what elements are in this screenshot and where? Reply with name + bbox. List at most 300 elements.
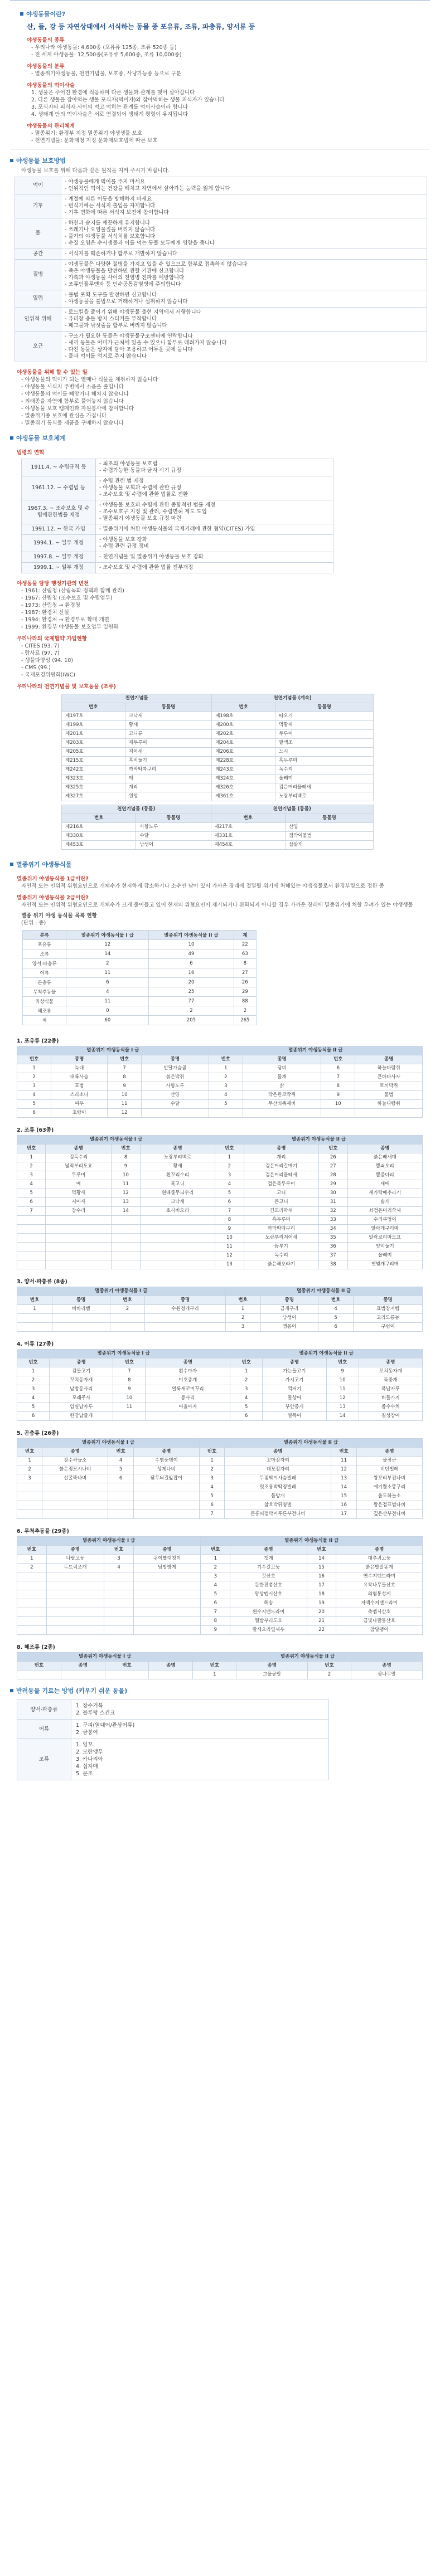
text-block bbox=[10, 70, 430, 77]
text-line: - 멸종위기: 환경부 지정 멸종위기 야생생물 보호 bbox=[31, 130, 143, 137]
column-header: 종명 bbox=[145, 1296, 225, 1305]
table-cell: 13 bbox=[331, 1474, 356, 1483]
column-header: 종명 bbox=[46, 1145, 112, 1153]
table-cell: 63 bbox=[234, 949, 256, 959]
table-group-row bbox=[17, 1046, 423, 1055]
table-cell: 여우 bbox=[51, 1100, 108, 1109]
column-header: 번호 bbox=[62, 814, 136, 823]
cell-line: - 기후 변화에 따른 서식지 보전에 참여합니다 bbox=[65, 210, 169, 216]
table-cell: 36 bbox=[319, 1243, 347, 1252]
table-head-row bbox=[17, 1662, 423, 1671]
text-line: - 생물다양성 (94. 10) bbox=[21, 658, 73, 664]
table-cell bbox=[112, 1252, 140, 1260]
table-cell: 부안종개 bbox=[263, 1403, 326, 1412]
table-cell: 3 bbox=[104, 1555, 134, 1564]
table-cell: 10 bbox=[326, 1376, 359, 1385]
table-cell: 12 bbox=[215, 1252, 244, 1260]
table-cell bbox=[17, 1234, 46, 1243]
sub-title: 야생동물의 종류 bbox=[27, 37, 65, 43]
table-group-left: 천연기념물 bbox=[62, 694, 212, 703]
text-line: 3. 포식자와 피식자 사이의 먹고 먹히는 관계를 먹이사슬이라 합니다 bbox=[31, 104, 188, 110]
table-cell: 5 bbox=[209, 1100, 243, 1109]
column-header: 종명 bbox=[354, 1296, 423, 1305]
table-cell: 칼세오리옆새우 bbox=[230, 1626, 307, 1635]
table-head-row bbox=[17, 1358, 423, 1367]
table-cell bbox=[17, 1501, 42, 1510]
table-cell: 묵납자루 bbox=[359, 1385, 422, 1394]
table-cell: 12 bbox=[326, 1394, 359, 1403]
table-cell bbox=[46, 1572, 104, 1581]
table-cell: 제361호 bbox=[212, 792, 275, 801]
row-label: 먹이 bbox=[15, 177, 61, 194]
history-year: 1961.12. ~ 수렵법 등 bbox=[22, 476, 96, 500]
table-row bbox=[17, 1198, 423, 1207]
table-row bbox=[17, 1091, 423, 1100]
bullet-icon bbox=[10, 436, 13, 440]
table-row bbox=[17, 1153, 423, 1162]
table-cell: 좀수수치 bbox=[359, 1403, 422, 1412]
table-cell: 2 bbox=[110, 1305, 145, 1314]
table-row bbox=[17, 1216, 423, 1225]
table-cell bbox=[112, 1243, 140, 1252]
table-cell bbox=[112, 1260, 140, 1269]
table-cell: 표범장지뱀 bbox=[354, 1305, 423, 1314]
table-cell bbox=[17, 1243, 46, 1252]
table-cell: 기수갈고둥 bbox=[230, 1564, 307, 1572]
column-header: 번호 bbox=[193, 1662, 236, 1671]
column-header: 번호 bbox=[17, 1145, 46, 1153]
table-cell: 사향노루 bbox=[142, 1082, 209, 1091]
cell-line: - 멸종위기에 처한 야생동식물의 국제거래에 관한 협약(CITES) 가입 bbox=[99, 526, 255, 532]
row-label: 밀렵 bbox=[15, 290, 61, 308]
table-cell: 9 bbox=[107, 1082, 141, 1091]
table-cell: 6 bbox=[66, 978, 149, 987]
table-cell: 뜸부기 bbox=[244, 1243, 318, 1252]
table-cell: 제327호 bbox=[62, 792, 125, 801]
table-cell: 17 bbox=[307, 1581, 336, 1590]
table-cell: 어류 bbox=[23, 968, 66, 978]
table-cell: 11 bbox=[112, 1180, 140, 1189]
text-line: - 야생동물 서식지 주변에서 소음을 줄입니다 bbox=[21, 384, 124, 390]
table-row bbox=[17, 1599, 423, 1608]
table-cell: 265 bbox=[234, 1016, 256, 1025]
table-cell: 뿔종다리 bbox=[347, 1171, 422, 1180]
column-header: 번호 bbox=[331, 1448, 356, 1457]
table-cell bbox=[142, 1109, 209, 1118]
table-cell: 스라소니 bbox=[51, 1091, 108, 1100]
table-cell: 알락개구리매 bbox=[347, 1225, 422, 1234]
column-header: 번호 bbox=[113, 1358, 146, 1367]
table-cell: 3 bbox=[230, 1385, 263, 1394]
table-cell: 열목어 bbox=[263, 1412, 326, 1421]
table-cell: 팔색조 bbox=[275, 739, 374, 748]
column-header: 종명 bbox=[263, 1358, 326, 1367]
text-line: - 전 세계 야생동물: 12,500종(포유류 5,600종, 조류 10,000종) bbox=[31, 52, 182, 58]
table-cell bbox=[17, 1252, 46, 1260]
table-cell bbox=[133, 1510, 199, 1519]
column-header: 종명 bbox=[146, 1358, 230, 1367]
table-cell bbox=[52, 1323, 110, 1332]
column-header: 종명 bbox=[52, 1296, 110, 1305]
table-cell: 6 bbox=[149, 959, 234, 968]
row-text bbox=[61, 308, 427, 332]
table-row bbox=[23, 1016, 257, 1025]
column-header: 동물명 bbox=[275, 703, 374, 712]
cell-line: - 수렵 관련 법 제정 bbox=[99, 478, 144, 484]
table-cell: 9 bbox=[201, 1626, 230, 1635]
table-cell bbox=[140, 1216, 215, 1225]
section-title bbox=[0, 427, 440, 445]
table-row bbox=[23, 997, 257, 1006]
column-header: 번호 bbox=[112, 1145, 140, 1153]
table-title-row bbox=[62, 805, 374, 814]
table-row bbox=[17, 1180, 423, 1189]
table-cell: 임실납자루 bbox=[50, 1403, 113, 1412]
table-cell: 제205호 bbox=[62, 748, 125, 757]
table-row bbox=[17, 1207, 423, 1216]
column-header: 종명 bbox=[225, 1448, 331, 1457]
table-cell: 15 bbox=[331, 1492, 356, 1501]
table-cell: 5 bbox=[17, 1189, 46, 1198]
history-text bbox=[96, 563, 333, 573]
table-cell: 11 bbox=[215, 1243, 244, 1252]
table-cell: 제206호 bbox=[212, 748, 275, 757]
table-cell: 솔개 bbox=[347, 1198, 422, 1207]
history-year: 1991.12. ~ 한국 가입 bbox=[22, 524, 96, 535]
column-header: 종명 bbox=[140, 1145, 215, 1153]
table-cell bbox=[146, 1412, 230, 1421]
table-cell: 10 bbox=[321, 1100, 355, 1109]
table-cell: 깃산호 bbox=[230, 1572, 307, 1581]
table-row bbox=[17, 1739, 329, 1780]
table-cell: 남방동사리 bbox=[50, 1385, 113, 1394]
table-cell bbox=[46, 1234, 112, 1243]
text-line: - 1999: 환경부 야생동물 보호업무 일원화 bbox=[21, 624, 119, 630]
table-cell: 제325호 bbox=[62, 783, 125, 792]
history-table bbox=[21, 459, 333, 573]
cell-line: - 수렵가능한 동물과 금지 시기 규정 bbox=[99, 468, 182, 474]
table-row bbox=[17, 1394, 423, 1403]
table-cell: 제204호 bbox=[212, 739, 275, 748]
text-line: - 우리나라 야생동물: 4,600종 (포유류 125종, 조류 520종 등) bbox=[31, 45, 177, 51]
table-cell: 가시고기 bbox=[263, 1376, 326, 1385]
cell-line: 1. 장수거북 bbox=[76, 1703, 103, 1709]
cell-line: - 불법 포획 도구를 발견하면 신고합니다 bbox=[65, 292, 157, 298]
table-cell: 8 bbox=[201, 1617, 230, 1626]
table-row bbox=[22, 459, 333, 476]
table-cell: 4 bbox=[199, 1483, 224, 1492]
table-cell: 12 bbox=[331, 1465, 356, 1474]
table-cell: 1 bbox=[17, 1457, 42, 1465]
table-cell: 8 bbox=[107, 1073, 141, 1082]
table-cell: 2 bbox=[17, 1073, 51, 1082]
definition-text: 자연적 또는 인위적 위협요인으로 개체수가 현저하게 감소하거나 소수만 남아 있어 가까운 장래에 절멸될 위기에 처해있는 야생생물로서 환경부령으로 정한 종 bbox=[21, 883, 384, 889]
table-cell: 수달 bbox=[136, 832, 211, 841]
table-cell: 9 bbox=[326, 1367, 359, 1376]
table-cell: 검은머리물떼새 bbox=[244, 1171, 318, 1180]
table-row bbox=[17, 1581, 423, 1590]
table-row bbox=[23, 1006, 257, 1016]
intro-box bbox=[10, 0, 430, 149]
table-cell: 32 bbox=[319, 1207, 347, 1216]
group-left: 멸종위기 야생동식물 I 급 bbox=[17, 1136, 215, 1145]
column-header: 번호 bbox=[307, 1546, 336, 1555]
table-cell bbox=[17, 1323, 52, 1332]
table-cell bbox=[46, 1243, 112, 1252]
group-left: 멸종위기 야생동식물 I 급 bbox=[17, 1046, 209, 1055]
table-cell: 흰배줄무늬수리 bbox=[140, 1189, 215, 1198]
history-text bbox=[96, 535, 333, 552]
section-title bbox=[0, 1679, 440, 1697]
cell-line: - 하천과 습지를 깨끗하게 유지합니다 bbox=[65, 220, 151, 226]
table-cell: 연수지맨드라미 bbox=[336, 1572, 423, 1581]
protection-table bbox=[14, 177, 427, 362]
column-header: 번호 bbox=[17, 1662, 61, 1671]
table-cell: 육상식물 bbox=[23, 997, 66, 1006]
cell-line: - 죽은 야생동물을 발견하면 관할 기관에 신고합니다 bbox=[65, 268, 185, 274]
column-header: 동물명 bbox=[125, 703, 211, 712]
text-block bbox=[10, 130, 430, 144]
table-row bbox=[62, 748, 374, 757]
table-cell: 4 bbox=[201, 1581, 230, 1590]
table-row bbox=[15, 177, 427, 194]
table-cell: 4 bbox=[230, 1394, 263, 1403]
table-cell: 4 bbox=[17, 1180, 46, 1189]
table-cell: 제326호 bbox=[212, 783, 275, 792]
table-cell: 34 bbox=[319, 1225, 347, 1234]
column-header: 종명 bbox=[347, 1145, 422, 1153]
table-cell: 무산쇠족제비 bbox=[243, 1100, 321, 1109]
column-header: 번호 bbox=[108, 1448, 133, 1457]
column-header: 멸종위기 야생동식물 I 급 bbox=[66, 931, 149, 940]
column-header: 번호 bbox=[212, 703, 275, 712]
table-cell: 16 bbox=[331, 1501, 356, 1510]
cell-line: - 서식지를 훼손하거나 함부로 개발하지 않습니다 bbox=[65, 251, 178, 257]
table-cell: 삼나무말 bbox=[351, 1671, 422, 1679]
table-cell: 6 bbox=[17, 1412, 50, 1421]
sub-title: 야생동물을 위해 할 수 있는 일 bbox=[17, 369, 88, 376]
table-cell: 제453호 bbox=[62, 841, 136, 850]
table-group-row bbox=[17, 1537, 423, 1546]
table-row bbox=[17, 1483, 423, 1492]
table-cell: 20 bbox=[307, 1608, 336, 1617]
table-cell: 흰꼬리수리 bbox=[140, 1171, 215, 1180]
table-cell: 알락꼬리마도요 bbox=[347, 1234, 422, 1243]
table-cell bbox=[17, 1572, 47, 1581]
sub-title: 법령의 연혁 bbox=[17, 450, 45, 456]
table-cell: 퉁사리 bbox=[146, 1394, 230, 1403]
column-header: 번호 bbox=[17, 1055, 51, 1064]
sub-title: 야생동물 담당 행정기관의 변천 bbox=[17, 581, 89, 587]
text-block bbox=[0, 642, 440, 679]
table-row bbox=[17, 1064, 423, 1073]
table-cell: 깊은산부전나비 bbox=[356, 1510, 422, 1519]
monument-table-animals bbox=[61, 805, 374, 850]
table-group-right: 천연기념물 (동물) bbox=[211, 805, 374, 814]
table-cell: 해조류 bbox=[23, 1006, 66, 1016]
table-cell bbox=[17, 1599, 47, 1608]
table-cell: 14 bbox=[66, 949, 149, 959]
table-cell bbox=[140, 1252, 215, 1260]
cell-line: - 조수보호구 지정 및 관리, 수렵면허 제도 도입 bbox=[99, 509, 207, 515]
table-cell: 2 bbox=[17, 1376, 50, 1385]
table-cell: 참달팽이 bbox=[336, 1626, 423, 1635]
row-label: 인위적 위해 bbox=[15, 308, 61, 332]
table-row bbox=[62, 739, 374, 748]
table-cell bbox=[133, 1572, 201, 1581]
table-cell: 금개구리 bbox=[260, 1305, 318, 1314]
table-cell bbox=[140, 1234, 215, 1243]
cell-line: - 야생동물 보호와 수렵에 관한 종합적인 법률 제정 bbox=[99, 502, 216, 508]
table-cell: 14 bbox=[331, 1483, 356, 1492]
table-row bbox=[23, 940, 257, 949]
column-header: 번호 bbox=[62, 703, 125, 712]
table-cell: 먹황새 bbox=[275, 721, 374, 730]
table-row bbox=[17, 1501, 423, 1510]
group-left: 멸종위기 야생동식물 I 급 bbox=[17, 1287, 226, 1296]
table-cell: 4 bbox=[17, 1091, 51, 1100]
table-cell: 독수리 bbox=[244, 1252, 318, 1260]
table-cell bbox=[321, 1109, 355, 1118]
table-cell: 5 bbox=[17, 1100, 51, 1109]
table-row bbox=[15, 332, 427, 362]
table-cell: 2 bbox=[17, 1465, 42, 1474]
table-cell: 1 bbox=[17, 1305, 52, 1314]
table-head-row bbox=[17, 1055, 423, 1064]
table-cell bbox=[133, 1483, 199, 1492]
table-cell: 1 bbox=[225, 1305, 260, 1314]
table-cell bbox=[17, 1314, 52, 1323]
table-cell: 까막딱따구리 bbox=[244, 1225, 318, 1234]
sub-title: 우리나라의 천연기념물 및 보호동물 (조류) bbox=[17, 684, 116, 690]
table-cell: 매 bbox=[46, 1180, 112, 1189]
table-cell: 저어새 bbox=[46, 1198, 112, 1207]
table-cell: 제243호 bbox=[212, 766, 275, 775]
table-cell: 5 bbox=[318, 1314, 354, 1323]
table-row bbox=[23, 968, 257, 978]
table-cell bbox=[46, 1216, 112, 1225]
cell-line: 1. 구피(열대어/관상어류) bbox=[76, 1722, 135, 1728]
cell-line: 2. 금붕어 bbox=[76, 1730, 98, 1736]
row-text bbox=[61, 290, 427, 308]
row-label: 오근 bbox=[15, 332, 61, 362]
table-cell bbox=[112, 1234, 140, 1243]
table-cell: 26 bbox=[319, 1153, 347, 1162]
cell-line: - 야생동물을 불법으로 거래하거나 섭취하지 않습니다 bbox=[65, 299, 188, 305]
sub-title: 야생동물의 분류 bbox=[27, 64, 65, 70]
text-line: - CITES (93. 7) bbox=[21, 643, 60, 649]
table-cell: 새매 bbox=[347, 1180, 422, 1189]
row-text bbox=[61, 218, 427, 249]
section2-title: 야생동물 보호방법 bbox=[16, 157, 66, 164]
table-cell bbox=[46, 1599, 104, 1608]
column-header: 종명 bbox=[355, 1055, 423, 1064]
table-group-row bbox=[17, 1287, 423, 1296]
table-cell: 장수하늘소 bbox=[42, 1457, 108, 1465]
table-cell: 제454호 bbox=[211, 841, 285, 850]
table-cell: 5 bbox=[108, 1465, 133, 1474]
cell-line: - 야생동물 포획과 수렵에 관한 규정 bbox=[99, 485, 182, 491]
table-row bbox=[23, 978, 257, 987]
table-cell: 6 bbox=[230, 1412, 263, 1421]
table-cell: 칠성장어 bbox=[359, 1412, 422, 1421]
table-cell: 11 bbox=[107, 1100, 141, 1109]
cell-line: - 멸종위기 야생동물 보호 규정 마련 bbox=[99, 515, 182, 522]
table-row bbox=[17, 1590, 423, 1599]
table-cell: 제198호 bbox=[212, 712, 275, 721]
table-cell: 1 bbox=[230, 1367, 263, 1376]
table-cell: 참수리 bbox=[46, 1207, 112, 1216]
table-head-row bbox=[62, 703, 374, 712]
table-cell: 고리도롱뇽 bbox=[354, 1314, 423, 1323]
text-line: - 천연기념물: 문화재청 지정 문화재보호법에 따른 보호 bbox=[31, 138, 158, 144]
cell-line: - 물가의 야생동물 서식처를 보호합니다 bbox=[65, 233, 156, 240]
table-cell: 3 bbox=[17, 1171, 46, 1180]
table-cell: 남생이 bbox=[136, 841, 211, 850]
table-cell bbox=[140, 1260, 215, 1269]
column-header: 멸종위기 야생동식물 II 급 bbox=[149, 931, 234, 940]
table-cell: 쌍꼬리부전나비 bbox=[356, 1474, 422, 1483]
table-cell: 6 bbox=[215, 1198, 244, 1207]
table-cell: 크낙새 bbox=[125, 712, 211, 721]
table-row bbox=[15, 218, 427, 249]
cell-line: 1. 잉꼬 bbox=[76, 1742, 93, 1748]
column-header: 종명 bbox=[336, 1546, 423, 1555]
table-row bbox=[17, 1109, 423, 1118]
table-cell: 검독수리 bbox=[46, 1153, 112, 1162]
table-cell: 제242호 bbox=[62, 766, 125, 775]
history-year: 1967.3. ~ 조수보호 및 수렵에관한법률 제정 bbox=[22, 500, 96, 524]
table-cell: 원앙 bbox=[125, 792, 211, 801]
cell-line: - 조수보호 및 수렵에 관한 법률로 전환 bbox=[99, 491, 188, 498]
table-cell: 버들가지 bbox=[359, 1394, 422, 1403]
table-cell: 2 bbox=[149, 1006, 234, 1016]
column-header: 종명 bbox=[133, 1448, 199, 1457]
table-cell: 저어새 bbox=[125, 748, 211, 757]
column-header: 종명 bbox=[356, 1448, 422, 1457]
sub-title: 야생동물의 먹이사슬 bbox=[27, 82, 75, 89]
table-cell: 작은관코박쥐 bbox=[243, 1091, 321, 1100]
group-right: 멸종위기 야생동식물 II 급 bbox=[230, 1350, 423, 1358]
table-row bbox=[17, 1555, 423, 1564]
sub-title: 멸종위기 야생동식물 2급이란? bbox=[17, 895, 89, 901]
table-cell: 15 bbox=[307, 1564, 336, 1572]
table-row bbox=[17, 1260, 423, 1269]
table-cell bbox=[133, 1599, 201, 1608]
text-line: 2. 다른 생물을 잡아먹는 생물 포식자(먹이자)와 잡아먹히는 생물 피식자가 있습니다 bbox=[31, 97, 225, 103]
group-left: 멸종위기 야생동식물 I 급 bbox=[17, 1653, 193, 1662]
table-cell: 제197호 bbox=[62, 712, 125, 721]
table-cell: 대모잠자리 bbox=[225, 1465, 331, 1474]
table-cell: 4 bbox=[215, 1180, 244, 1189]
table-cell: 쇠검은머리쑥새 bbox=[347, 1207, 422, 1216]
table-cell bbox=[104, 1590, 134, 1599]
table-cell: 큰홍띠점박이푸른부전나비 bbox=[225, 1510, 331, 1519]
table-cell: 2 bbox=[17, 1564, 47, 1572]
table-cell: 하늘다람쥐 bbox=[355, 1100, 423, 1109]
history-text bbox=[96, 500, 333, 524]
table-cell: 제216호 bbox=[62, 823, 136, 832]
table-cell: 25 bbox=[149, 987, 234, 997]
category-list bbox=[0, 1029, 440, 1679]
cell-line: - 인위적인 먹이는 건강을 해치고 자연에서 살아가는 능력을 잃게 합니다 bbox=[65, 186, 230, 192]
table-cell: 6 bbox=[17, 1198, 46, 1207]
table-cell: 13 bbox=[326, 1403, 359, 1412]
category-title: 4. 어류 (27종) bbox=[17, 1341, 54, 1347]
table-cell: 37 bbox=[319, 1252, 347, 1260]
table-cell bbox=[46, 1581, 104, 1590]
category-table bbox=[17, 1287, 423, 1332]
